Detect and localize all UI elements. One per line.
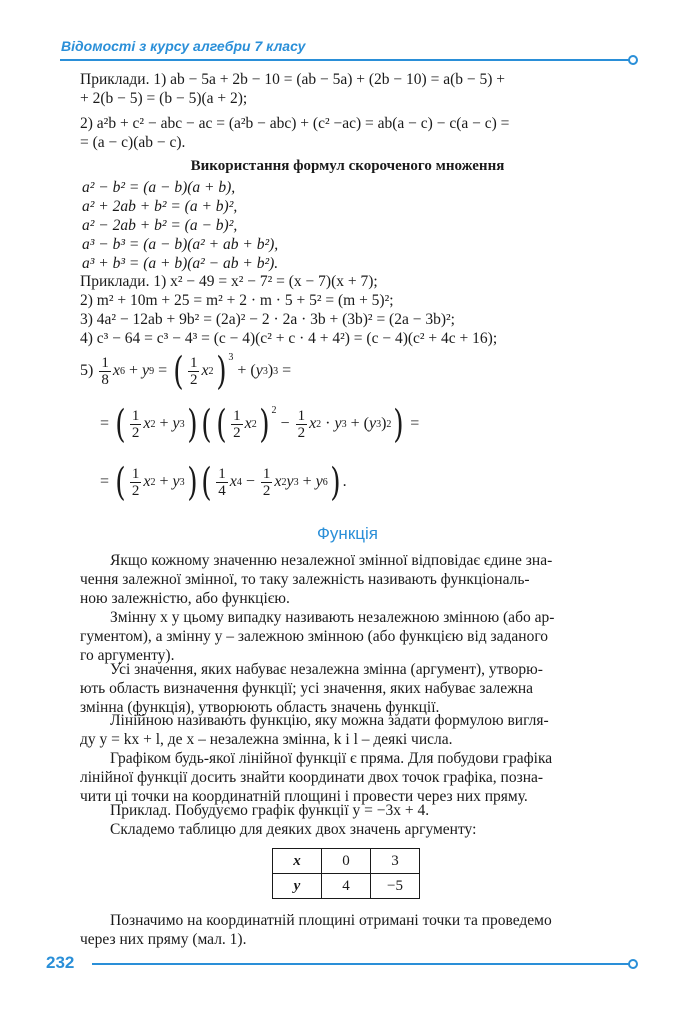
text-line: Приклад. Побудуємо графік функції y = −3x + 4.	[110, 802, 430, 819]
example5-line1: 5) $\frac{1}{8}$ x 6 + y 9 = ( $\frac{1}{2}$ x 2 ) $^3$ + ( y 3 ) 3 =	[80, 349, 292, 393]
text-line: змінна (функція), утворюють область значень функції.	[80, 699, 440, 716]
formula-item: a³ − b³ = (a − b)(a² + ab + b²),	[82, 236, 279, 253]
text-line: ною залежністю, або функцією.	[80, 590, 290, 607]
header-ring-icon	[628, 55, 638, 65]
example-line: Приклади. 1) x² − 49 = x² − 7² = (x − 7)(x + 7);	[80, 273, 378, 290]
paragraph-linear	[80, 711, 640, 749]
text-line: Складемо таблицю для деяких двох значень аргументу:	[110, 821, 477, 838]
table-cell: 3	[371, 849, 420, 874]
examples-factoring	[80, 70, 640, 152]
page-number: 232	[46, 953, 75, 972]
example-line: 3) 4a² − 12ab + 9b² = (2a)² − 2 · 2a · 3b + (3b)² = (2a − 3b)²;	[80, 311, 455, 328]
text-line: через них пряму (мал. 1).	[80, 931, 247, 948]
text-line: чити ці точки на координатній площині і провести через них пряму.	[80, 788, 528, 805]
paragraph-definition	[80, 551, 640, 608]
text-line: Якщо кожному значенню незалежної змінної відповідає єдине зна-	[110, 552, 553, 569]
text-line: Усі значення, яких набуває незалежна змінна (аргумент), утворю-	[110, 661, 543, 678]
formulas-list	[82, 178, 642, 273]
header-rule	[60, 59, 630, 61]
formula-item: a² + 2ab + b² = (a + b)²,	[82, 198, 238, 215]
text-line: Графіком будь-якої лінійної функції є пряма. Для побудови графіка	[110, 750, 553, 767]
table-header-x: x	[273, 849, 322, 874]
footer-rule	[92, 963, 630, 965]
paragraph-example	[80, 801, 640, 839]
example-line: 4) c³ − 64 = c³ − 4³ = (c − 4)(c² + c · 4 + 4²) = (c − 4)(c² + 4c + 16);	[80, 330, 498, 347]
paragraph-graph	[80, 749, 640, 806]
example-line: + 2(b − 5) = (b − 5)(a + 2);	[80, 90, 248, 107]
examples-formulas	[80, 272, 640, 348]
paragraph-plot	[80, 911, 640, 949]
text-line: го аргументу).	[80, 647, 175, 664]
paragraph-argument	[80, 608, 640, 665]
example-line: 2) m² + 10m + 25 = m² + 2 · m · 5 + 5² = (m + 5)²;	[80, 292, 394, 309]
text-line: Лінійною називають функцію, яку можна задати формулою вигля-	[110, 712, 549, 729]
footer-ring-icon	[628, 959, 638, 969]
table-row	[273, 849, 420, 874]
formulas-heading: Використання формул скороченого множення	[190, 158, 505, 174]
running-header: Відомості з курсу алгебри 7 класу	[61, 38, 306, 54]
example5-label: 5)	[80, 362, 94, 379]
table-cell: −5	[371, 874, 420, 899]
text-line: Позначимо на координатній площині отримані точки та проведемо	[110, 912, 552, 929]
table-cell: 4	[322, 874, 371, 899]
table-header-y: y	[273, 874, 322, 899]
formula-item: a³ + b³ = (a + b)(a² − ab + b²).	[82, 255, 279, 272]
text-line: Змінну x у цьому випадку називають незалежною змінною (або ар-	[110, 609, 555, 626]
example5-line2: = ( $\frac{1}{2}$ x 2 + y 3 ) ( ( $\frac{1}{2}$ x 2 ) $^2$ − $\frac{1}{2}$ x 2 · y 3 + ( y 3 ) 2 ) =	[100, 402, 420, 446]
text-line: ють область визначення функції; усі значення, яких набуває залежна	[80, 680, 534, 697]
text-line: лінійної функції досить знайти координати двох точок графіка, позна-	[80, 769, 544, 786]
formula-item: a² − 2ab + b² = (a − b)²,	[82, 217, 238, 234]
table-row	[273, 874, 420, 899]
text-line: ду y = kx + l, де x – незалежна змінна, k і l – деякі числа.	[80, 731, 453, 748]
text-line: чення залежної змінної, то таку залежність називають функціональ-	[80, 571, 530, 588]
example-line: = (a − c)(ab − c).	[80, 134, 186, 151]
table-cell: 0	[322, 849, 371, 874]
section-title: Функція	[317, 524, 378, 543]
formula-item: a² − b² = (a − b)(a + b),	[82, 179, 236, 196]
paragraph-domain	[80, 660, 640, 717]
text-line: гументом), а змінну y – залежною змінною (або функцією від заданого	[80, 628, 549, 645]
example-line: 2) a²b + c² − abc − ac = (a²b − abc) + (c² −ac) = ab(a − c) − c(a − c) =	[80, 115, 510, 132]
example5-line3: = ( $\frac{1}{2}$ x 2 + y 3 ) ( $\frac{1}{4}$ x 4 − $\frac{1}{2}$ x 2 y 3 + y 6 ) .	[100, 460, 347, 504]
example-line: Приклади. 1) ab − 5a + 2b − 10 = (ab − 5a) + (2b − 10) = a(b − 5) +	[80, 71, 506, 88]
values-table	[272, 848, 420, 899]
